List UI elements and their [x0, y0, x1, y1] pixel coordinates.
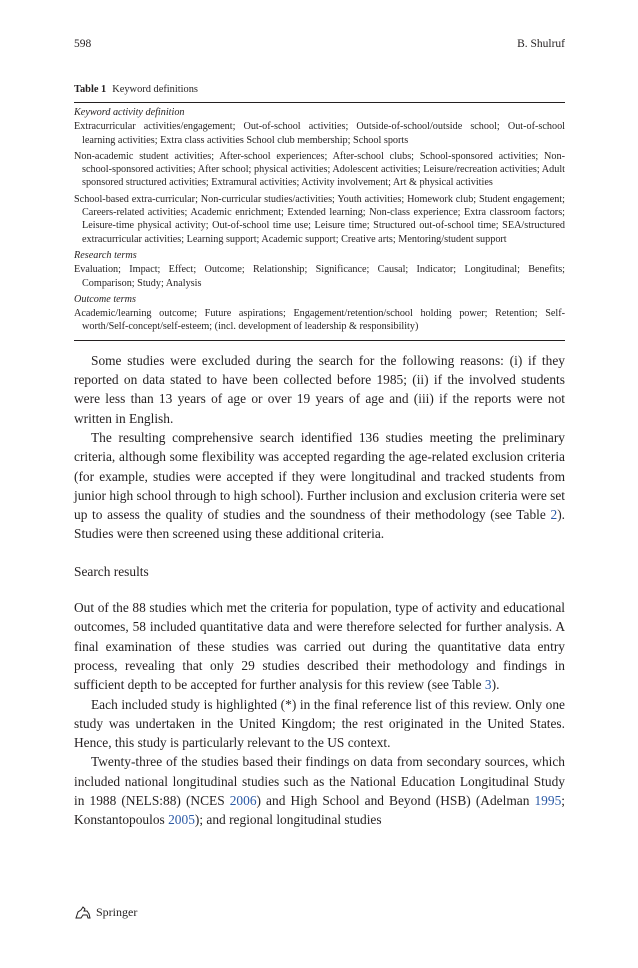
table-section-heading: Keyword activity definition [74, 107, 185, 118]
paragraph: Twenty-three of the studies based their findings on data from secondary sources, which included national longitudinal studies such as the National Education Longitudinal Study in 1988 (NELS:88) (NCES 2006) and High School and Beyond (HSB) (Adelman 1995; Konstantopoulos 2005); and regional longitudinal studies [74, 754, 565, 828]
publisher-name: Springer [96, 905, 138, 919]
section-heading: Search results [74, 563, 149, 579]
table-entry: Extracurricular activities/engagement; Out-of-school activities; Outside-of-school/outside school; Out-of-school learning activities; Extra class activities School club membership; School sports [74, 121, 565, 146]
table-section-heading: Outcome terms [74, 293, 136, 305]
table-label: Table 1 [74, 84, 107, 95]
running-author: B. Shulruf [517, 38, 565, 50]
table-entry: Non-academic student activities; After-school experiences; After-school clubs; School-sponsored activities; Non-school-sponsored activities; After school; physical activities; Adolescent activities; Leisure/recreation activities; Adult sponsored structured activities; Extramural activities; Activity involvement; Art & physical activities [74, 150, 565, 189]
table-entry: Academic/learning outcome; Future aspirations; Engagement/retention/school holding power; Retention; Self-worth/Self-concept/self-esteem; (incl. development of leadership & responsibility) [74, 308, 565, 333]
table-bottom-rule [74, 340, 565, 341]
table-section-heading: Research terms [74, 249, 137, 261]
paragraph: Some studies were excluded during the search for the following reasons: (i) if they reported on data stated to have been collected before 1985; (ii) if the involved students were less than 13 years of age or over 19 years of age and (iii) if the reports were not written in English. [74, 352, 565, 426]
keyword-table [74, 103, 565, 340]
page-number: 598 [74, 38, 92, 50]
table-entry: Evaluation; Impact; Effect; Outcome; Relationship; Significance; Causal; Indicator; Longitudinal; Benefits; Comparison; Study; Analysis [74, 264, 565, 289]
running-head [74, 38, 565, 54]
table-title: Keyword definitions [112, 84, 198, 95]
body-text [74, 351, 565, 830]
footer [74, 905, 137, 920]
paragraph: Out of the 88 studies which met the criteria for population, type of activity and educational outcomes, 58 included quantitative data and were therefore selected for further analysis. A final examination of these studies was carried out during the quantitative data entry process, revealing that only 29 studies described their methodology and findings in sufficient depth to be accepted for further analysis for this review (see Table 3). [74, 600, 565, 693]
citation-link[interactable]: 2005 [168, 812, 195, 828]
paragraph: Each included study is highlighted (*) in the final reference list of this review. Only one study was undertaken in the United Kingdom; the rest originated in the United States. Hence, this study is particularly relevant to the US context. [74, 696, 565, 751]
table-ref-link[interactable]: 3 [484, 677, 492, 693]
citation-link[interactable]: 1995 [534, 792, 562, 808]
table-caption [74, 84, 565, 95]
page [74, 38, 565, 830]
table-ref-link[interactable]: 2 [550, 507, 558, 523]
springer-horse-icon [74, 906, 92, 920]
citation-link[interactable]: 2006 [229, 792, 257, 808]
table-entry: School-based extra-curricular; Non-curricular studies/activities; Youth activities; Homework club; Student engagement; Careers-related activities; Academic enrichment; Extended learning; Non-class experience; Extra classroom factors; Leisure-time physical activity; Out-of-school time use; Leisure time; Structured out-of-school time; SEA/structured extracurricular activities; Learning support; Academic support; Creative arts; Mentoring/student support [74, 193, 565, 245]
paragraph: The resulting comprehensive search identified 136 studies meeting the preliminary criteria, although some flexibility was accepted regarding the age-related exclusion criteria (for example, studies were accepted if they were longitudinal and tracked students from junior high school through to high school). Further inclusion and exclusion criteria were set up to assess the quality of studies and the soundness of their methodology (see Table 2). Studies were then screened using these additional criteria. [74, 429, 565, 542]
